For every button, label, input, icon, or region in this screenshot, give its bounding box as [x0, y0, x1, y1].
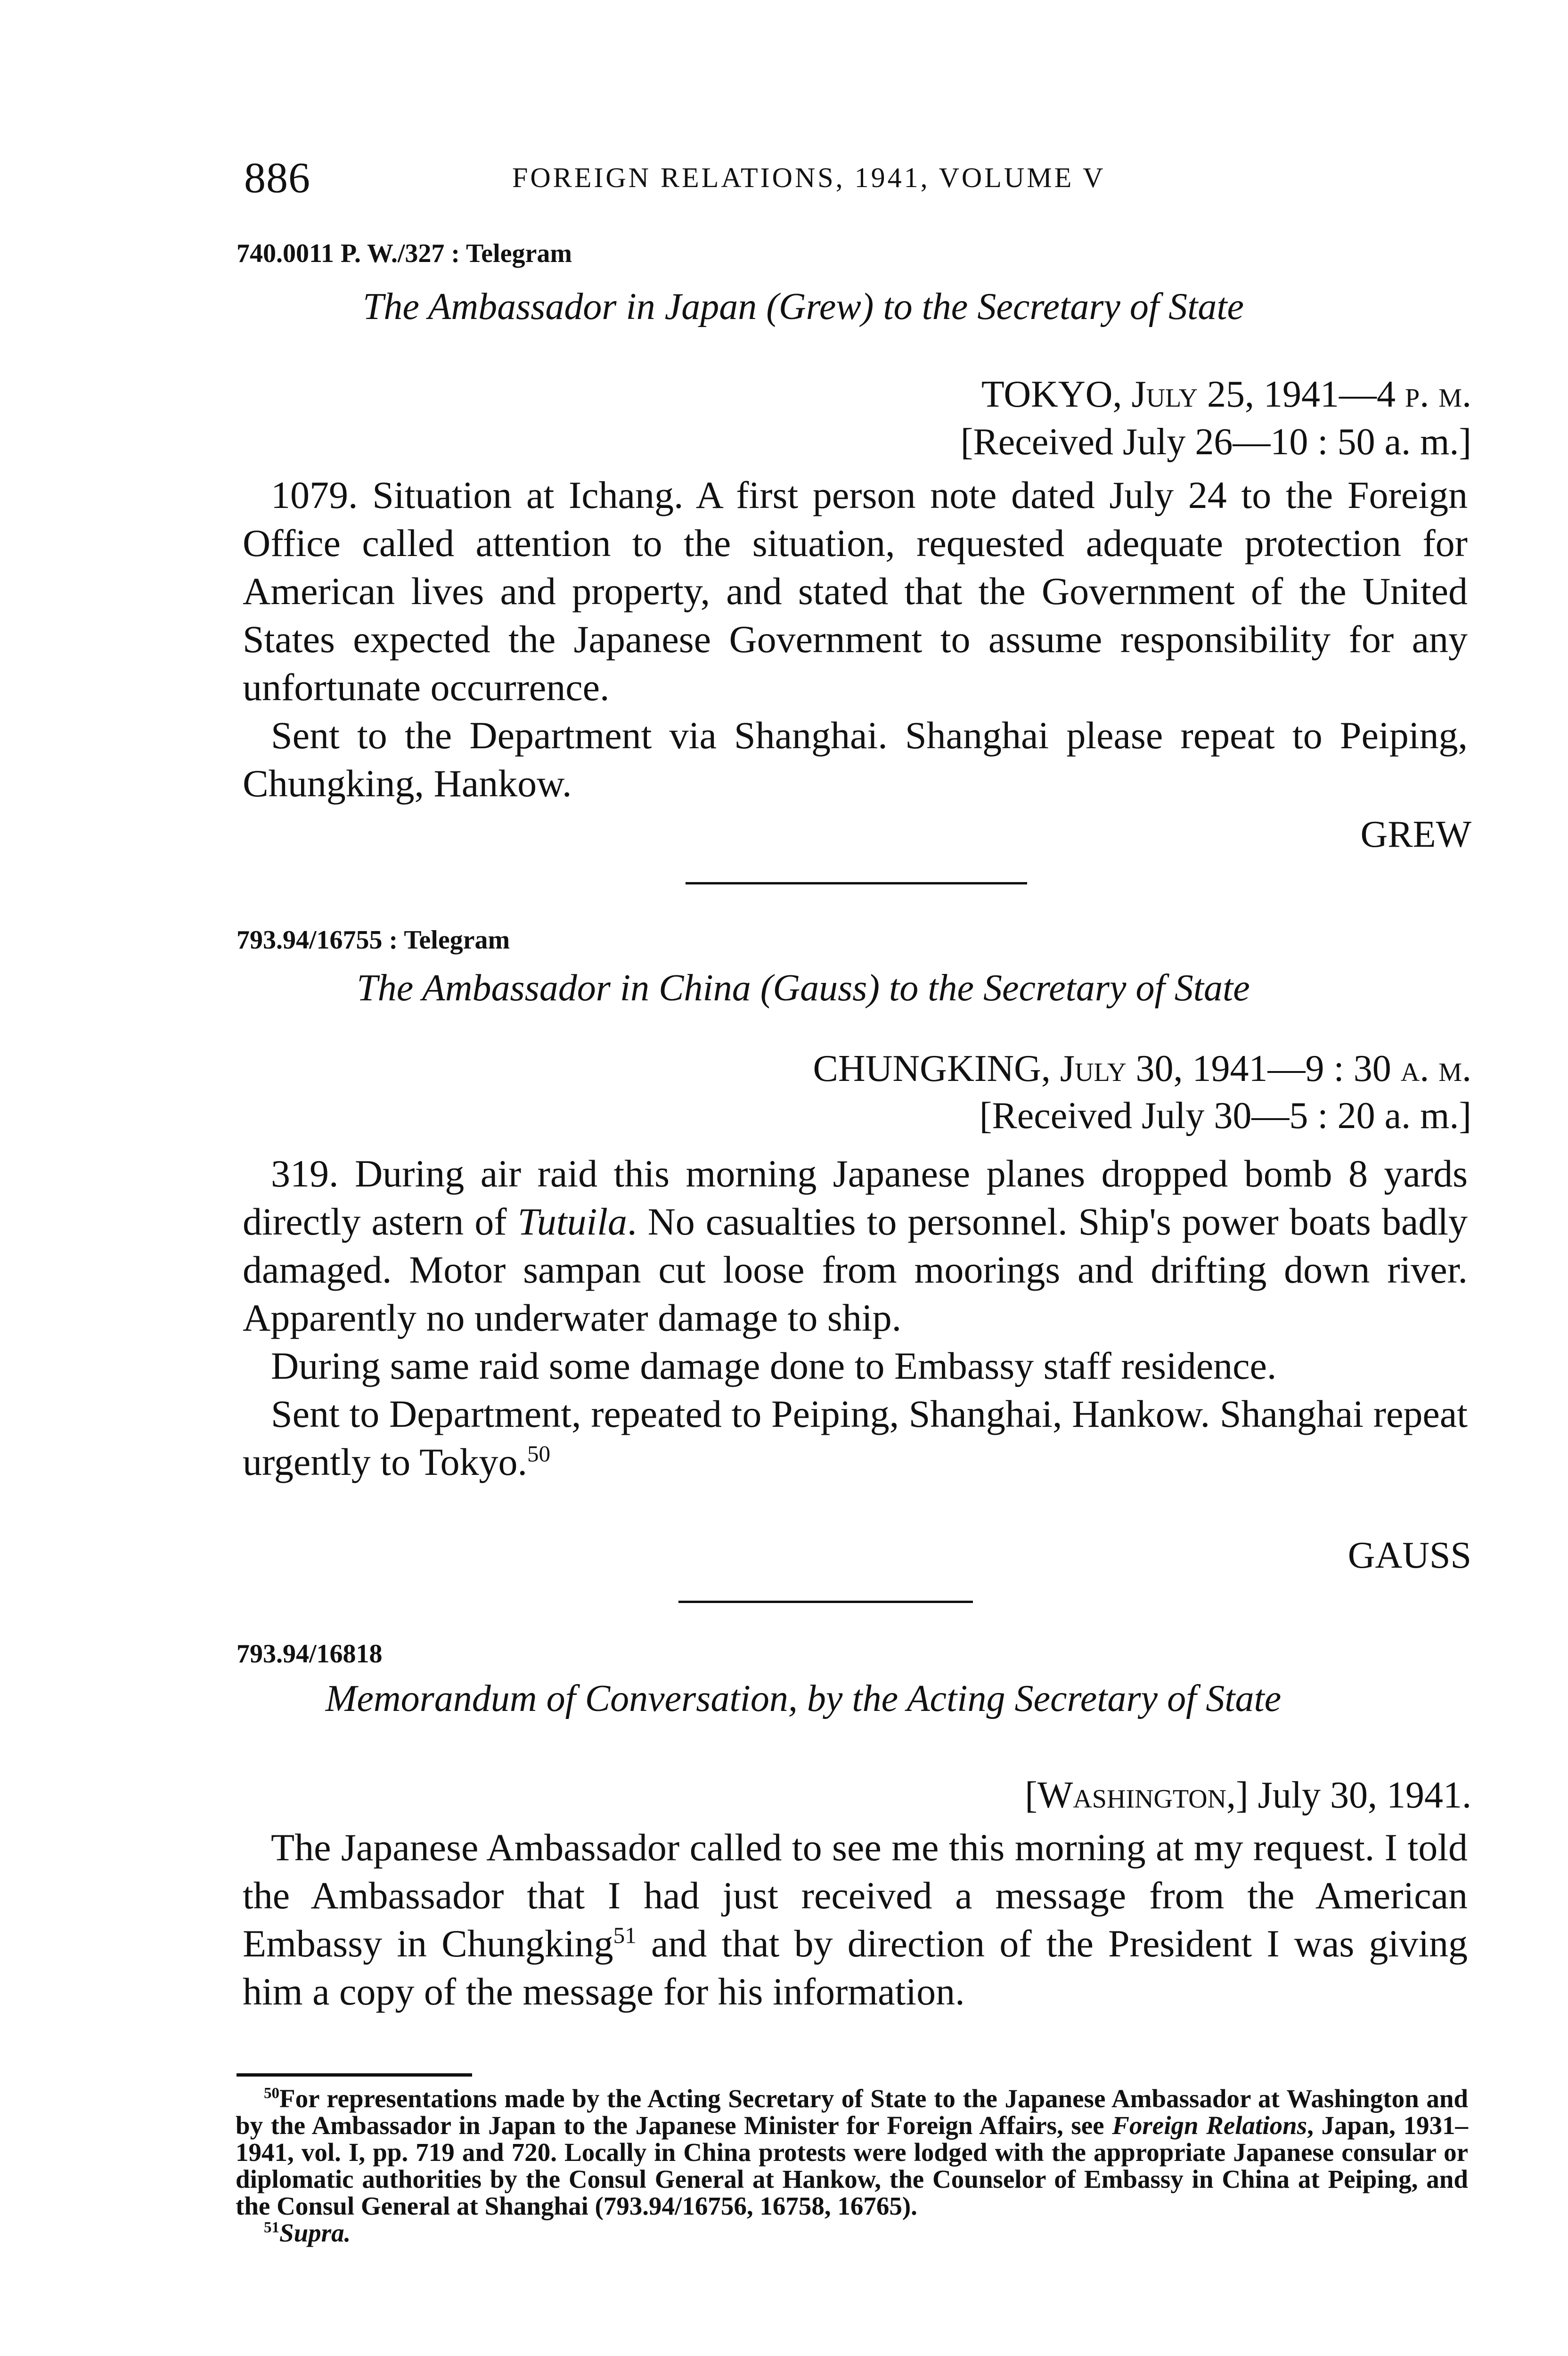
document-body	[243, 1150, 1468, 1486]
footnote-rule	[237, 2073, 472, 2077]
footnote	[236, 2219, 1468, 2246]
file-reference: 740.0011 P. W./327 : Telegram	[237, 239, 572, 268]
body-paragraph	[243, 1150, 1468, 1342]
footnote	[236, 2085, 1468, 2219]
document-title: The Ambassador in Japan (Grew) to the Secretary of State	[362, 286, 1244, 327]
body-paragraph	[243, 1824, 1468, 2016]
signature: GAUSS	[1348, 1535, 1471, 1576]
document-body	[243, 471, 1468, 808]
paragraph-text: . No casualties to personnel. Ship's power boats badly damaged. Motor sampan cut loose from moorings and drifting down river. Apparently no underwater damage to ship.	[243, 1200, 1468, 1339]
document-title: The Ambassador in China (Gauss) to the Secretary of State	[357, 967, 1250, 1009]
document-body	[243, 1824, 1468, 2016]
section-divider	[678, 1601, 973, 1603]
footnote-text: Supra.	[279, 2218, 351, 2247]
paragraph-text: 319. During air raid this morning Japanese planes dropped bomb 8 yards directly astern of	[243, 1152, 1468, 1243]
dateline: CHUNGKING, July 30, 1941—9 : 30 a. m.	[813, 1048, 1471, 1089]
file-reference: 793.94/16755 : Telegram	[237, 925, 510, 955]
footnotes	[236, 2085, 1468, 2246]
footnote-marker: 51	[613, 1922, 637, 1948]
body-paragraph: During same raid some damage done to Embassy staff residence.	[271, 1344, 1277, 1387]
body-paragraph	[243, 1390, 1468, 1486]
footnote-number: 51	[264, 2219, 279, 2236]
paragraph-text: and that by direction of the President I was giving him a copy of the message for his information.	[243, 1922, 1468, 2013]
dateline: TOKYO, July 25, 1941—4 p. m.	[981, 374, 1471, 415]
body-paragraph: 1079. Situation at Ichang. A first person note dated July 24 to the Foreign Office called attention to the situation, requested adequate protection for American lives and property, and stated that the Government of the United States expected the Japanese Government to assume responsibility for any unfortunate occurrence.	[243, 474, 1468, 709]
file-reference: 793.94/16818	[237, 1639, 383, 1669]
body-paragraph: Sent to the Department via Shanghai. Shanghai please repeat to Peiping, Chungking, Hankow.	[243, 714, 1468, 805]
paragraph-text: Sent to Department, repeated to Peiping, Shanghai, Hankow. Shanghai repeat urgently to Tokyo.	[243, 1392, 1468, 1483]
ship-name: Tutuila	[517, 1200, 628, 1243]
footnote-text: For representations made by the Acting Secretary of State to the Japanese Ambassador at Washington and by the Ambassador in Japan to the Japanese Minister for Foreign Affairs, see	[236, 2084, 1468, 2140]
received-line: [Received July 30—5 : 20 a. m.]	[979, 1095, 1471, 1137]
paragraph-text: The Japanese Ambassador called to see me this morning at my request. I told the Ambassador that I had just received a message from the American Embassy in Chungking	[243, 1826, 1468, 1965]
volume-title: FOREIGN RELATIONS, 1941, VOLUME V	[512, 162, 1106, 193]
document-title: Memorandum of Conversation, by the Acting Secretary of State	[325, 1678, 1282, 1719]
footnote-number: 50	[264, 2085, 279, 2102]
footnote-text: , Japan, 1931–1941, vol. I, pp. 719 and 720. Locally in China protests were lodged with the appropriate Japanese consular or diplomatic authorities by the Consul General at Hankow, the Counselor of Embassy in China at Peiping, and the Consul General at Shanghai (793.94/16756, 16758, 16765).	[236, 2111, 1468, 2220]
received-line: [Received July 26—10 : 50 a. m.]	[960, 421, 1471, 463]
publication-title: Foreign Relations	[1112, 2111, 1307, 2140]
page-number: 886	[244, 154, 310, 202]
dateline: [Washington,] July 30, 1941.	[1025, 1775, 1471, 1816]
signature: GREW	[1360, 814, 1471, 855]
footnote-marker: 50	[527, 1440, 551, 1467]
section-divider	[686, 882, 1027, 884]
running-head	[244, 152, 1479, 204]
